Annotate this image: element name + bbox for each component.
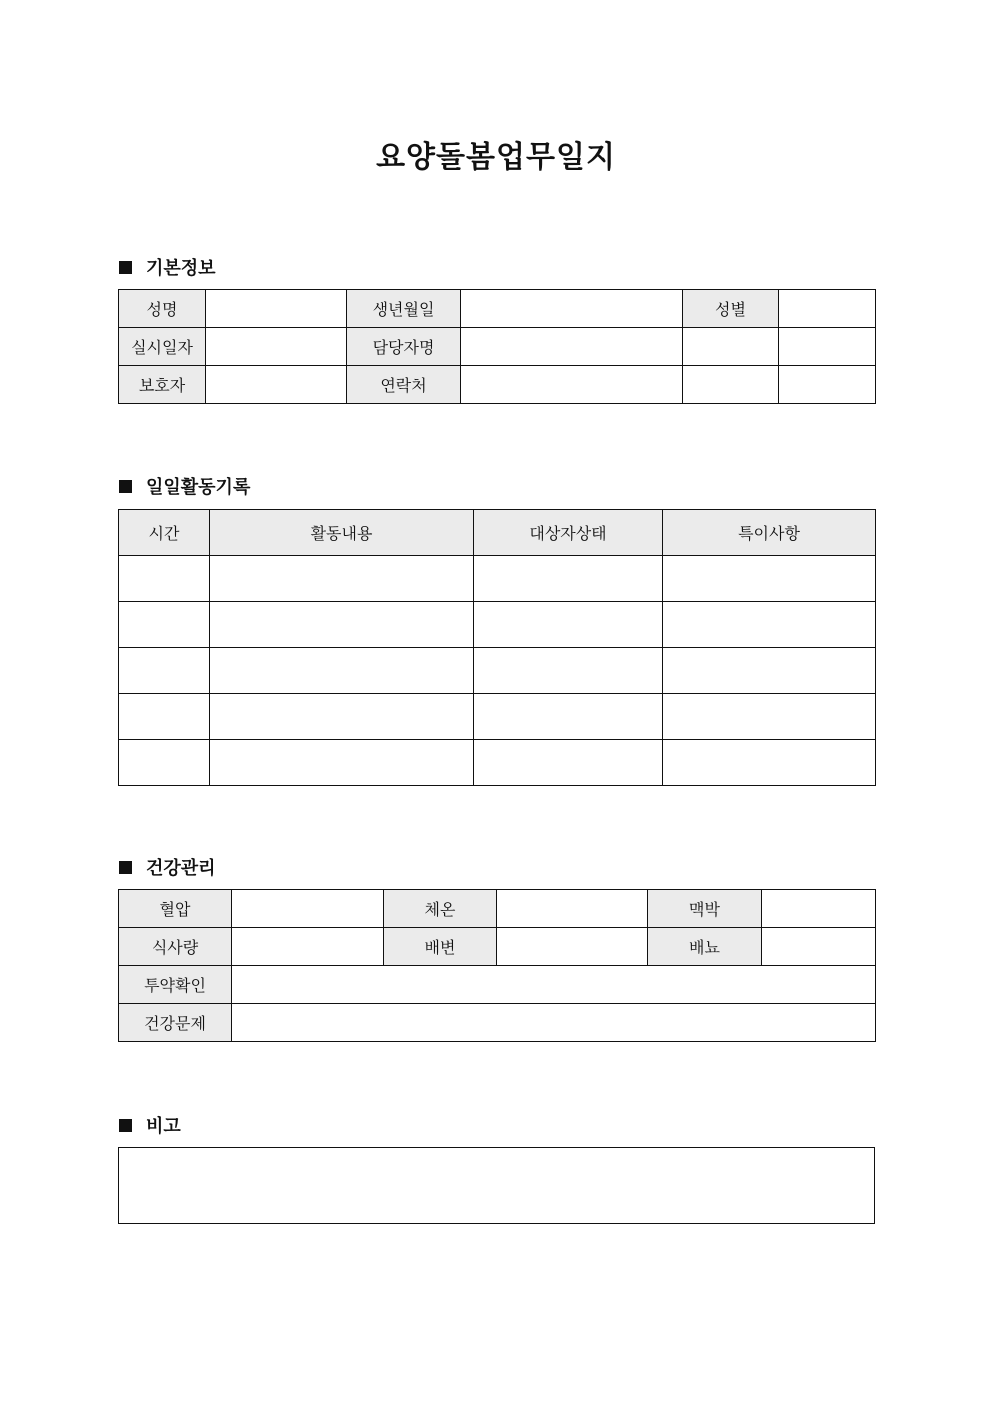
daily-activity-table: [118, 509, 876, 786]
bowel-field[interactable]: [497, 928, 648, 966]
notes-cell[interactable]: [663, 602, 876, 648]
table-header-row: [119, 510, 876, 556]
activity-cell[interactable]: [210, 648, 474, 694]
status-cell[interactable]: [474, 602, 663, 648]
health-table: [118, 889, 876, 1042]
table-row: [119, 694, 876, 740]
contact-field[interactable]: [461, 366, 683, 404]
blank-cell[interactable]: [683, 366, 779, 404]
table-row: [119, 1004, 876, 1042]
label-blood-pressure: 혈압: [119, 890, 232, 928]
time-cell[interactable]: [119, 556, 210, 602]
notes-cell[interactable]: [663, 740, 876, 786]
guardian-field[interactable]: [206, 366, 347, 404]
table-row: [119, 366, 876, 404]
gender-field[interactable]: [779, 290, 876, 328]
label-gender: 성별: [683, 290, 779, 328]
table-row: [119, 966, 876, 1004]
blank-cell[interactable]: [683, 328, 779, 366]
section-heading-daily-activity: [119, 473, 250, 499]
table-row: [119, 740, 876, 786]
column-header-time: 시간: [119, 510, 210, 556]
time-cell[interactable]: [119, 694, 210, 740]
meal-amount-field[interactable]: [232, 928, 384, 966]
section-heading-label: 일일활동기록: [146, 477, 251, 498]
remarks-table: [118, 1147, 875, 1224]
section-heading-health: [119, 854, 216, 880]
notes-cell[interactable]: [663, 556, 876, 602]
activity-cell[interactable]: [210, 740, 474, 786]
table-row: [119, 328, 876, 366]
label-birthdate: 생년월일: [347, 290, 461, 328]
section-heading-label: 기본정보: [146, 258, 216, 279]
table-row: [119, 602, 876, 648]
document-title: 요양돌봄업무일지: [376, 140, 616, 175]
time-cell[interactable]: [119, 740, 210, 786]
label-date: 실시일자: [119, 328, 206, 366]
table-row: [119, 1148, 875, 1224]
temperature-field[interactable]: [497, 890, 648, 928]
pulse-field[interactable]: [762, 890, 876, 928]
health-issues-field[interactable]: [232, 1004, 876, 1042]
label-urination: 배뇨: [648, 928, 762, 966]
label-caregiver: 담당자명: [347, 328, 461, 366]
section-heading-basic-info: [119, 254, 216, 280]
table-row: [119, 290, 876, 328]
date-field[interactable]: [206, 328, 347, 366]
caregiver-field[interactable]: [461, 328, 683, 366]
label-temperature: 체온: [384, 890, 497, 928]
label-meal-amount: 식사량: [119, 928, 232, 966]
name-field[interactable]: [206, 290, 347, 328]
square-bullet-icon: [119, 861, 132, 874]
basic-info-table: [118, 289, 876, 404]
table-row: [119, 928, 876, 966]
label-name: 성명: [119, 290, 206, 328]
square-bullet-icon: [119, 480, 132, 493]
activity-cell[interactable]: [210, 602, 474, 648]
label-contact: 연락처: [347, 366, 461, 404]
notes-cell[interactable]: [663, 648, 876, 694]
label-health-issues: 건강문제: [119, 1004, 232, 1042]
section-heading-remarks: [119, 1112, 181, 1138]
status-cell[interactable]: [474, 556, 663, 602]
square-bullet-icon: [119, 1119, 132, 1132]
blank-cell[interactable]: [779, 328, 876, 366]
column-header-notes: 특이사항: [663, 510, 876, 556]
label-pulse: 맥박: [648, 890, 762, 928]
table-row: [119, 556, 876, 602]
column-header-activity: 활동내용: [210, 510, 474, 556]
remarks-field[interactable]: [119, 1148, 875, 1224]
activity-cell[interactable]: [210, 694, 474, 740]
label-bowel: 배변: [384, 928, 497, 966]
blank-cell[interactable]: [779, 366, 876, 404]
medication-check-field[interactable]: [232, 966, 876, 1004]
section-heading-label: 비고: [146, 1116, 181, 1137]
label-medication-check: 투약확인: [119, 966, 232, 1004]
urination-field[interactable]: [762, 928, 876, 966]
time-cell[interactable]: [119, 648, 210, 694]
label-guardian: 보호자: [119, 366, 206, 404]
time-cell[interactable]: [119, 602, 210, 648]
square-bullet-icon: [119, 261, 132, 274]
status-cell[interactable]: [474, 694, 663, 740]
table-row: [119, 648, 876, 694]
status-cell[interactable]: [474, 648, 663, 694]
activity-cell[interactable]: [210, 556, 474, 602]
blood-pressure-field[interactable]: [232, 890, 384, 928]
notes-cell[interactable]: [663, 694, 876, 740]
table-row: [119, 890, 876, 928]
birthdate-field[interactable]: [461, 290, 683, 328]
column-header-status: 대상자상태: [474, 510, 663, 556]
status-cell[interactable]: [474, 740, 663, 786]
section-heading-label: 건강관리: [146, 858, 216, 879]
